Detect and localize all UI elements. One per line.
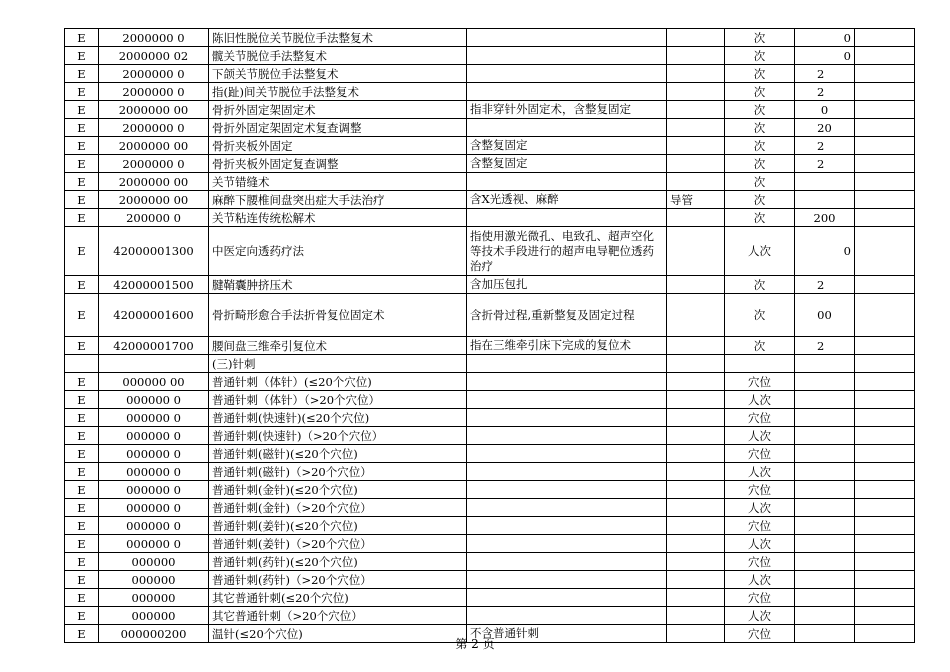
table-row [65,607,915,625]
price-cell [795,463,855,481]
code-cell: 2000000 0 [99,119,209,137]
table-row [65,137,915,155]
table-row [65,409,915,427]
unit-cell: 人次 [725,535,795,553]
note-cell [855,155,915,173]
note-cell [855,535,915,553]
excluded-cell [667,607,725,625]
price-cell: 2 [795,337,855,355]
excluded-cell [667,47,725,65]
excluded-cell [667,83,725,101]
note-cell [855,137,915,155]
code-cell: 000000 0 [99,535,209,553]
price-cell [795,391,855,409]
excluded-cell [667,137,725,155]
table-row [65,391,915,409]
content-cell: 含折骨过程,重新整复及固定过程 [467,294,667,337]
price-cell [795,191,855,209]
table-row [65,29,915,47]
unit-cell: 穴位 [725,517,795,535]
note-cell [855,589,915,607]
category-cell: E [65,119,99,137]
unit-cell: 人次 [725,463,795,481]
item-name-cell: 普通针刺(金针)（>20个穴位） [209,499,467,517]
price-cell [795,355,855,373]
excluded-cell [667,571,725,589]
content-cell [467,65,667,83]
code-cell: 000000 0 [99,409,209,427]
excluded-cell [667,209,725,227]
note-cell [855,227,915,276]
price-cell [795,373,855,391]
unit-cell: 次 [725,155,795,173]
note-cell [855,391,915,409]
unit-cell: 穴位 [725,373,795,391]
code-cell: 2000000 0 [99,65,209,83]
item-name-cell: 骨折外固定架固定术 [209,101,467,119]
code-cell: 2000000 00 [99,191,209,209]
excluded-cell [667,445,725,463]
note-cell [855,499,915,517]
code-cell: 000000 00 [99,373,209,391]
page-footer: 第 2 页 [455,637,495,651]
category-cell [65,355,99,373]
excluded-cell [667,499,725,517]
table-row [65,337,915,355]
unit-cell: 次 [725,173,795,191]
item-name-cell: 骨折夹板外固定复查调整 [209,155,467,173]
note-cell [855,337,915,355]
unit-cell: 次 [725,276,795,294]
item-name-cell: 普通针刺(快速针)(≤20个穴位) [209,409,467,427]
price-cell: 2 [795,83,855,101]
table-row [65,373,915,391]
unit-cell: 次 [725,337,795,355]
excluded-cell [667,391,725,409]
note-cell [855,553,915,571]
price-cell [795,607,855,625]
content-cell [467,445,667,463]
table-row [65,463,915,481]
price-cell [795,517,855,535]
code-cell: 2000000 0 [99,155,209,173]
note-cell [855,191,915,209]
content-cell [467,373,667,391]
table-row [65,173,915,191]
item-name-cell: 关节错缝术 [209,173,467,191]
price-cell [795,409,855,427]
item-name-cell: 腱鞘囊肿挤压术 [209,276,467,294]
unit-cell: 人次 [725,607,795,625]
excluded-cell [667,294,725,337]
item-name-cell: 中医定向透药疗法 [209,227,467,276]
item-name-cell: 腰间盘三维牵引复位术 [209,337,467,355]
category-cell: E [65,589,99,607]
content-cell: 指非穿针外固定术，含整复固定 [467,101,667,119]
fee-table [64,28,915,643]
code-cell: 42000001600 [99,294,209,337]
category-cell: E [65,337,99,355]
code-cell: 000000 [99,553,209,571]
category-cell: E [65,209,99,227]
item-name-cell: 骨折夹板外固定 [209,137,467,155]
category-cell: E [65,445,99,463]
table-row [65,589,915,607]
code-cell: 42000001300 [99,227,209,276]
item-name-cell: 普通针刺(药针)(≤20个穴位) [209,553,467,571]
excluded-cell [667,409,725,427]
item-name-cell: 普通针刺(磁针)(≤20个穴位) [209,445,467,463]
note-cell [855,445,915,463]
unit-cell: 次 [725,65,795,83]
price-cell [795,427,855,445]
content-cell [467,463,667,481]
content-cell [467,517,667,535]
code-cell [99,355,209,373]
category-cell: E [65,463,99,481]
table-row [65,427,915,445]
note-cell [855,101,915,119]
item-name-cell: 其它普通针刺(≤20个穴位) [209,589,467,607]
note-cell [855,65,915,83]
unit-cell: 人次 [725,499,795,517]
unit-cell: 穴位 [725,409,795,427]
unit-cell: 次 [725,29,795,47]
code-cell: 2000000 00 [99,101,209,119]
item-name-cell: 骨折畸形愈合手法折骨复位固定术 [209,294,467,337]
content-cell [467,173,667,191]
note-cell [855,571,915,589]
table-row [65,294,915,337]
category-cell: E [65,391,99,409]
code-cell: 000000200 [99,625,209,643]
price-cell: 0 [795,227,855,276]
item-name-cell: 普通针刺(快速针)（>20个穴位） [209,427,467,445]
table-row [65,481,915,499]
note-cell [855,373,915,391]
code-cell: 000000 0 [99,463,209,481]
category-cell: E [65,625,99,643]
price-cell [795,173,855,191]
note-cell [855,355,915,373]
category-cell: E [65,137,99,155]
table-row [65,47,915,65]
item-name-cell: 其它普通针刺（>20个穴位） [209,607,467,625]
excluded-cell [667,481,725,499]
note-cell [855,607,915,625]
content-cell [467,427,667,445]
excluded-cell [667,227,725,276]
item-name-cell: 普通针刺（体针）（>20个穴位） [209,391,467,409]
price-cell [795,499,855,517]
code-cell: 000000 0 [99,445,209,463]
table-row [65,83,915,101]
item-name-cell: 普通针刺(药针)（>20个穴位） [209,571,467,589]
content-cell: 指在三维牵引床下完成的复位术 [467,337,667,355]
table-row [65,227,915,276]
unit-cell: 穴位 [725,553,795,571]
category-cell: E [65,517,99,535]
price-cell [795,481,855,499]
code-cell: 2000000 02 [99,47,209,65]
excluded-cell [667,517,725,535]
category-cell: E [65,535,99,553]
price-cell: 0 [795,47,855,65]
note-cell [855,409,915,427]
item-name-cell: 指(趾)间关节脱位手法整复术 [209,83,467,101]
content-cell [467,481,667,499]
content-cell [467,391,667,409]
note-cell [855,427,915,445]
table-row [65,65,915,83]
excluded-cell [667,29,725,47]
item-name-cell: 普通针刺(姜针)(≤20个穴位) [209,517,467,535]
category-cell: E [65,553,99,571]
note-cell [855,294,915,337]
table-row [65,553,915,571]
unit-cell: 次 [725,119,795,137]
category-cell: E [65,409,99,427]
code-cell: 2000000 00 [99,137,209,155]
excluded-cell [667,276,725,294]
category-cell: E [65,29,99,47]
unit-cell: 次 [725,209,795,227]
table-row [65,155,915,173]
category-cell: E [65,191,99,209]
unit-cell: 次 [725,101,795,119]
code-cell: 000000 [99,589,209,607]
item-name-cell: 普通针刺(姜针)（>20个穴位） [209,535,467,553]
category-cell: E [65,83,99,101]
note-cell [855,463,915,481]
code-cell: 42000001500 [99,276,209,294]
unit-cell: 人次 [725,427,795,445]
note-cell [855,47,915,65]
category-cell: E [65,427,99,445]
item-name-cell: 髋关节脱位手法整复术 [209,47,467,65]
table-row [65,355,915,373]
item-name-cell: 下颌关节脱位手法整复术 [209,65,467,83]
excluded-cell [667,155,725,173]
note-cell [855,29,915,47]
price-cell [795,445,855,463]
item-name-cell: 麻醉下腰椎间盘突出症大手法治疗 [209,191,467,209]
table-row [65,119,915,137]
unit-cell: 穴位 [725,481,795,499]
excluded-cell [667,553,725,571]
code-cell: 2000000 00 [99,173,209,191]
category-cell: E [65,227,99,276]
content-cell [467,209,667,227]
code-cell: 200000 0 [99,209,209,227]
excluded-cell [667,463,725,481]
category-cell: E [65,65,99,83]
content-cell: 含加压包扎 [467,276,667,294]
table-row [65,101,915,119]
content-cell [467,607,667,625]
table-row [65,445,915,463]
price-cell: 2 [795,65,855,83]
note-cell [855,173,915,191]
excluded-cell [667,373,725,391]
code-cell: 000000 0 [99,517,209,535]
price-cell: 200 [795,209,855,227]
category-cell: E [65,481,99,499]
note-cell [855,481,915,499]
price-cell: 2 [795,137,855,155]
price-cell: 20 [795,119,855,137]
item-name-cell: 陈旧性脱位关节脱位手法整复术 [209,29,467,47]
excluded-cell: 导管 [667,191,725,209]
unit-cell: 次 [725,47,795,65]
price-cell: 00 [795,294,855,337]
content-cell [467,83,667,101]
price-cell [795,553,855,571]
excluded-cell [667,337,725,355]
table-row [65,209,915,227]
note-cell [855,119,915,137]
table-row [65,276,915,294]
content-cell [467,355,667,373]
price-cell [795,589,855,607]
code-cell: 000000 0 [99,499,209,517]
item-name-cell: 温针(≤20个穴位) [209,625,467,643]
price-cell: 0 [795,29,855,47]
excluded-cell [667,427,725,445]
unit-cell: 次 [725,137,795,155]
item-name-cell: 骨折外固定架固定术复查调整 [209,119,467,137]
excluded-cell [667,589,725,607]
category-cell: E [65,499,99,517]
item-name-cell: 关节粘连传统松解术 [209,209,467,227]
price-cell: 2 [795,276,855,294]
excluded-cell [667,101,725,119]
content-cell [467,47,667,65]
code-cell: 2000000 0 [99,83,209,101]
category-cell: E [65,101,99,119]
price-cell: 2 [795,155,855,173]
code-cell: 000000 0 [99,427,209,445]
note-cell [855,209,915,227]
content-cell: 含整复固定 [467,155,667,173]
price-cell: 0 [795,101,855,119]
unit-cell: 次 [725,294,795,337]
code-cell: 42000001700 [99,337,209,355]
content-cell [467,499,667,517]
table-row [65,499,915,517]
content-cell [467,535,667,553]
category-cell: E [65,607,99,625]
code-cell: 000000 0 [99,481,209,499]
item-name-cell: 普通针刺(磁针)（>20个穴位） [209,463,467,481]
content-cell [467,589,667,607]
unit-cell: 穴位 [725,445,795,463]
excluded-cell [667,119,725,137]
unit-cell: 人次 [725,227,795,276]
content-cell [467,119,667,137]
unit-cell: 人次 [725,391,795,409]
unit-cell: 次 [725,83,795,101]
unit-cell: 人次 [725,571,795,589]
content-cell: 含整复固定 [467,137,667,155]
code-cell: 000000 [99,571,209,589]
code-cell: 000000 [99,607,209,625]
item-name-cell: 普通针刺(金针)(≤20个穴位) [209,481,467,499]
excluded-cell [667,535,725,553]
item-name-cell: 普通针刺（体针）(≤20个穴位) [209,373,467,391]
table-row [65,571,915,589]
content-cell: 指使用激光微孔、电致孔、超声空化等技术手段进行的超声电导靶位透药治疗 [467,227,667,276]
item-name-cell: (三)针刺 [209,355,467,373]
unit-cell: 穴位 [725,589,795,607]
code-cell: 2000000 0 [99,29,209,47]
content-cell: 不含普通针刺 [467,625,667,643]
table-row [65,517,915,535]
table-row [65,191,915,209]
content-cell: 含X光透视、麻醉 [467,191,667,209]
category-cell: E [65,276,99,294]
excluded-cell [667,65,725,83]
price-cell [795,571,855,589]
category-cell: E [65,155,99,173]
table-row [65,535,915,553]
content-cell [467,29,667,47]
unit-cell: 次 [725,191,795,209]
excluded-cell [667,355,725,373]
category-cell: E [65,571,99,589]
category-cell: E [65,47,99,65]
content-cell [467,409,667,427]
note-cell [855,276,915,294]
table-body [65,29,915,643]
category-cell: E [65,373,99,391]
category-cell: E [65,294,99,337]
price-cell [795,535,855,553]
unit-cell: 穴位 [725,625,795,643]
unit-cell [725,355,795,373]
category-cell: E [65,173,99,191]
excluded-cell [667,173,725,191]
content-cell [467,553,667,571]
content-cell [467,571,667,589]
note-cell [855,83,915,101]
note-cell [855,517,915,535]
code-cell: 000000 0 [99,391,209,409]
